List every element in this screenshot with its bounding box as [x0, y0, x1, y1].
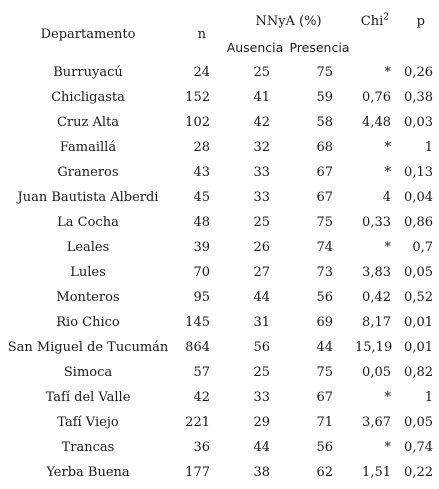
cell-presencia: 74: [316, 240, 333, 255]
cell-presencia: 75: [316, 65, 333, 80]
cell-p: 0,03: [404, 115, 433, 130]
header-chi: [355, 8, 395, 34]
cell-presencia: 56: [316, 440, 333, 455]
table-row: [0, 285, 439, 310]
cell-chi2: 1,51: [362, 465, 391, 480]
cell-departamento: Leales: [66, 240, 110, 255]
cell-chi2: 4: [382, 190, 391, 205]
cell-p: 0,22: [404, 465, 433, 480]
cell-n: 221: [185, 415, 210, 430]
cell-presencia: 71: [316, 415, 333, 430]
cell-n: 48: [193, 215, 210, 230]
cell-p: 0,01: [404, 340, 433, 355]
table-row: [0, 135, 439, 160]
cell-ausencia: 33: [253, 390, 270, 405]
cell-presencia: 58: [316, 115, 333, 130]
header-presencia: Presencia: [289, 39, 350, 55]
cell-p: 0,52: [404, 290, 433, 305]
cell-chi2: *: [384, 390, 391, 405]
cell-presencia: 68: [316, 140, 333, 155]
cell-chi2: 3,67: [362, 415, 391, 430]
table-body: [0, 60, 439, 485]
cell-n: 102: [185, 115, 210, 130]
cell-ausencia: 44: [253, 290, 270, 305]
cell-presencia: 67: [316, 390, 333, 405]
cell-p: 1: [424, 390, 433, 405]
table-row: [0, 310, 439, 335]
cell-presencia: 62: [316, 465, 333, 480]
table-row: [0, 85, 439, 110]
header-blank: [355, 34, 395, 60]
cell-presencia: 56: [316, 290, 333, 305]
cell-ausencia: 26: [253, 240, 270, 255]
header-n: n: [197, 26, 206, 42]
cell-departamento: Monteros: [56, 290, 120, 305]
cell-ausencia: 41: [253, 90, 270, 105]
cell-departamento: Yerba Buena: [46, 465, 130, 480]
table-row: [0, 60, 439, 85]
cell-presencia: 67: [316, 165, 333, 180]
cell-n: 864: [185, 340, 210, 355]
cell-ausencia: 33: [253, 165, 270, 180]
table-header: [0, 8, 439, 60]
cell-ausencia: 56: [253, 340, 270, 355]
cell-chi2: *: [384, 140, 391, 155]
header-chi-base: Chi: [360, 13, 384, 29]
cell-presencia: 67: [316, 190, 333, 205]
cell-p: 0,26: [404, 65, 433, 80]
cell-departamento: Trancas: [61, 440, 115, 455]
header-p: p: [416, 13, 425, 29]
cell-n: 42: [193, 390, 210, 405]
cell-p: 0,13: [404, 165, 433, 180]
cell-presencia: 69: [316, 315, 333, 330]
cell-departamento: Graneros: [57, 165, 119, 180]
cell-n: 70: [193, 265, 210, 280]
cell-n: 43: [193, 165, 210, 180]
cell-departamento: Tafí del Valle: [45, 390, 131, 405]
cell-ausencia: 27: [253, 265, 270, 280]
cell-chi2: 0,42: [362, 290, 391, 305]
cell-n: 36: [193, 440, 210, 455]
header-chi-superscript: 2: [383, 12, 389, 23]
cell-p: 0,7: [412, 240, 433, 255]
header-nnya: NNyA (%): [255, 13, 322, 29]
cell-n: 45: [193, 190, 210, 205]
cell-chi2: 3,83: [362, 265, 391, 280]
header-ausencia: Ausencia: [226, 39, 284, 55]
cell-departamento: Simoca: [63, 365, 113, 380]
cell-departamento: Tafí Viejo: [57, 415, 119, 430]
table-row: [0, 235, 439, 260]
header-blank: [395, 34, 439, 60]
cell-departamento: Lules: [70, 265, 106, 280]
cell-n: 28: [193, 140, 210, 155]
cell-chi2: 4,48: [362, 115, 391, 130]
cell-ausencia: 25: [253, 365, 270, 380]
cell-p: 0,05: [404, 415, 433, 430]
cell-p: 0,86: [404, 215, 433, 230]
cell-ausencia: 31: [253, 315, 270, 330]
cell-n: 177: [185, 465, 210, 480]
cell-ausencia: 38: [253, 465, 270, 480]
cell-ausencia: 33: [253, 190, 270, 205]
cell-chi2: *: [384, 440, 391, 455]
cell-departamento: Rio Chico: [56, 315, 120, 330]
table-row: [0, 335, 439, 360]
table-row: [0, 410, 439, 435]
cell-p: 0,74: [404, 440, 433, 455]
cell-ausencia: 44: [253, 440, 270, 455]
cell-p: 0,38: [404, 90, 433, 105]
cell-ausencia: 25: [253, 215, 270, 230]
cell-p: 0,82: [404, 365, 433, 380]
cell-p: 0,04: [404, 190, 433, 205]
cell-n: 39: [193, 240, 210, 255]
header-departamento: Departamento: [40, 26, 136, 42]
cell-departamento: Chicligasta: [51, 90, 125, 105]
cell-ausencia: 25: [253, 65, 270, 80]
table-row: [0, 360, 439, 385]
cell-ausencia: 42: [253, 115, 270, 130]
cell-presencia: 73: [316, 265, 333, 280]
cell-departamento: La Cocha: [57, 215, 119, 230]
cell-chi2: 0,76: [362, 90, 391, 105]
table-row: [0, 160, 439, 185]
cell-presencia: 75: [316, 215, 333, 230]
cell-n: 145: [185, 315, 210, 330]
cell-departamento: Juan Bautista Alberdi: [17, 190, 159, 205]
table-row: [0, 385, 439, 410]
cell-chi2: 0,05: [362, 365, 391, 380]
cell-n: 24: [193, 65, 210, 80]
cell-chi2: 8,17: [362, 315, 391, 330]
table-row: [0, 210, 439, 235]
cell-departamento: San Miguel de Tucumán: [7, 340, 169, 355]
cell-chi2: *: [384, 65, 391, 80]
cell-p: 1: [424, 140, 433, 155]
cell-chi2: 0,33: [362, 215, 391, 230]
cell-p: 0,01: [404, 315, 433, 330]
table-row: [0, 435, 439, 460]
table-row: [0, 460, 439, 485]
cell-chi2: 15,19: [355, 340, 393, 355]
cell-presencia: 44: [316, 340, 333, 355]
table-row: [0, 260, 439, 285]
cell-departamento: Burruyacú: [53, 65, 123, 80]
table-row: [0, 185, 439, 210]
cell-presencia: 59: [316, 90, 333, 105]
cell-n: 95: [193, 290, 210, 305]
cell-n: 152: [185, 90, 210, 105]
cell-chi2: *: [384, 165, 391, 180]
table-row: [0, 110, 439, 135]
cell-chi2: *: [384, 240, 391, 255]
cell-n: 57: [193, 365, 210, 380]
cell-departamento: Famaillá: [59, 140, 117, 155]
cell-departamento: Cruz Alta: [56, 115, 120, 130]
cell-p: 0,05: [404, 265, 433, 280]
cell-presencia: 75: [316, 365, 333, 380]
cell-ausencia: 29: [253, 415, 270, 430]
cell-ausencia: 32: [253, 140, 270, 155]
data-table: [0, 8, 439, 485]
